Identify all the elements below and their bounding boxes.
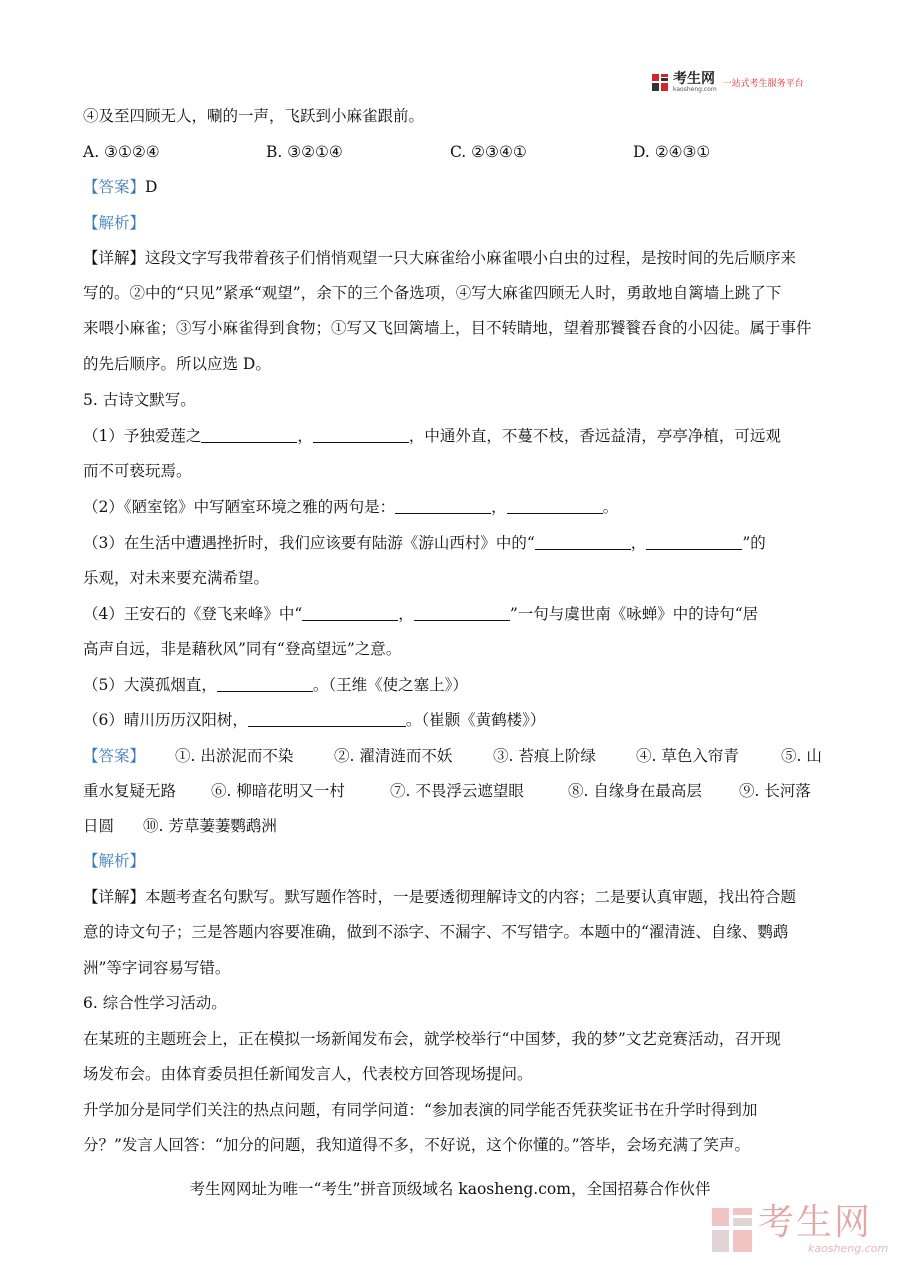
option-d: D. ②④③① — [633, 143, 711, 161]
logo-domain: kaosheng.com — [673, 86, 717, 93]
q5-part-5: （5）大漠孤烟直， 。（王维《使之塞上》） — [83, 676, 468, 694]
q4-detail-line: 写的。②中的“只见”紧承“观望”，余下的三个备选项，④写大麻雀四顾无人时，勇敢地自篱墙上跳了下 — [83, 284, 782, 302]
q6-title: 6. 综合性学习活动。 — [83, 994, 227, 1012]
answer-tag: 【答案】 — [83, 178, 146, 196]
answer-blank — [395, 500, 491, 514]
logo-name: 考生网 — [673, 71, 715, 87]
q6-line: 分？”发言人回答：“加分的问题，我知道得不多，不好说，这个你懂的。”答毕，会场充满了笑声。 — [83, 1136, 751, 1154]
q5-part-1-cont: 而不可亵玩焉。 — [83, 462, 192, 480]
answer-item: ③. 苔痕上阶绿 — [493, 747, 596, 765]
q4-analysis-tag: 【解析】 — [83, 214, 146, 232]
option-b: B. ③②①④ — [266, 143, 343, 161]
answer-item: ⑩. 芳草萋萋鹦鹉洲 — [143, 817, 277, 835]
answer-blank — [507, 500, 603, 514]
answer-item: ⑥. 柳暗花明又一村 — [211, 782, 345, 800]
q4-detail-line: 的先后顺序。所以应选 D。 — [83, 355, 271, 373]
answer-blank — [535, 536, 631, 550]
q4-item-4: ④及至四顾无人，唰的一声，飞跃到小麻雀跟前。 — [83, 107, 425, 125]
q5-part-3-cont: 乐观，对未来要充满希望。 — [83, 569, 270, 587]
q5-part-2: （2）《陋室铭》中写陋室环境之雅的两句是： ， 。 — [83, 498, 619, 516]
q5-analysis-tag: 【解析】 — [83, 852, 146, 870]
q5-part-4-cont: 高声自远，非是藉秋风”同有“登高望远”之意。 — [83, 640, 402, 658]
q5-part-6: （6）晴川历历汉阳树， 。（崔颢《黄鹤楼》） — [83, 711, 546, 729]
q5-detail-line: 洲”等字词容易写错。 — [83, 959, 231, 977]
footer-text: 考生网网址为唯一“考生”拼音顶级域名 kaosheng.com，全国招募合作伙伴 — [189, 1180, 711, 1198]
answer-item: ①. 出淤泥而不染 — [175, 747, 294, 765]
answer-item: ⑧. 自缘身在最高层 — [568, 782, 702, 800]
option-c: C. ②③④① — [450, 143, 527, 161]
answer-item: 重水复疑无路 — [83, 782, 177, 800]
option-a: A. ③①②④ — [83, 143, 160, 161]
q6-line: 在某班的主题班会上，正在模拟一场新闻发布会，就学校举行“中国梦，我的梦”文艺竞赛活动，召开现 — [83, 1030, 781, 1048]
q5-detail-line: 【详解】本题考查名句默写。默写题作答时，一是要透彻理解诗文的内容；二是要认真审题，找出符合题 — [83, 888, 797, 906]
answer-tag: 【答案】 — [83, 747, 146, 765]
answer-blank — [302, 607, 398, 621]
q5-part-1: （1）予独爱莲之 ， ，中通外直，不蔓不枝，香远益清，亭亭净植，可远观 — [83, 427, 781, 445]
answer-blank — [646, 536, 742, 550]
q4-detail-line: 【详解】这段文字写我带着孩子们悄悄观望一只大麻雀给小麻雀喂小白虫的过程，是按时间的先后顺序来 — [83, 249, 797, 267]
q6-line: 场发布会。由体育委员担任新闻发言人，代表校方回答现场提问。 — [83, 1065, 533, 1083]
watermark-domain: kaosheng.com — [808, 1242, 889, 1255]
answer-item: ⑦. 不畏浮云遮望眼 — [390, 782, 524, 800]
q5-part-3: （3）在生活中遭遇挫折时，我们应该要有陆游《游山西村》中的“ ， ”的 — [83, 534, 766, 552]
kaosheng-logo-icon — [652, 74, 668, 91]
answer-item: ②. 濯清涟而不妖 — [334, 747, 453, 765]
answer-item: ④. 草色入帘青 — [636, 747, 739, 765]
watermark-logo — [712, 1202, 889, 1255]
answer-blank — [201, 429, 297, 443]
answer-item: 日圆 — [83, 817, 115, 835]
header-logo — [652, 72, 804, 93]
kaosheng-watermark-icon — [712, 1208, 752, 1252]
q5-title: 5. 古诗文默写。 — [83, 391, 196, 409]
watermark-name: 考生网 — [758, 1202, 873, 1243]
q6-line: 升学加分是同学们关注的热点问题，有同学问道：“参加表演的同学能否凭获奖证书在升学时得到加 — [83, 1101, 758, 1119]
q4-answer — [83, 177, 157, 197]
answer-blank — [313, 429, 409, 443]
answer-value: D — [145, 178, 158, 196]
answer-blank — [248, 713, 406, 727]
q4-detail-line: 来喂小麻雀；③写小麻雀得到食物；①写又飞回篱墙上，目不转睛地，望着那饕餮吞食的小囚徒。属于事件 — [83, 319, 812, 337]
answer-item: ⑨. 长河落 — [739, 782, 811, 800]
logo-slogan: 一站式考生服务平台 — [722, 79, 804, 89]
q5-detail-line: 意的诗文句子；三是答题内容要准确，做到不添字、不漏字、不写错字。本题中的“濯清涟、自缘、鹦鹉 — [83, 923, 789, 941]
q5-part-4: （4）王安石的《登飞来峰》中“ ， ”一句与虞世南《咏蝉》中的诗句“居 — [83, 605, 759, 623]
answer-blank — [217, 678, 313, 692]
answer-item: ⑤. 山 — [781, 747, 822, 765]
answer-blank — [414, 607, 510, 621]
